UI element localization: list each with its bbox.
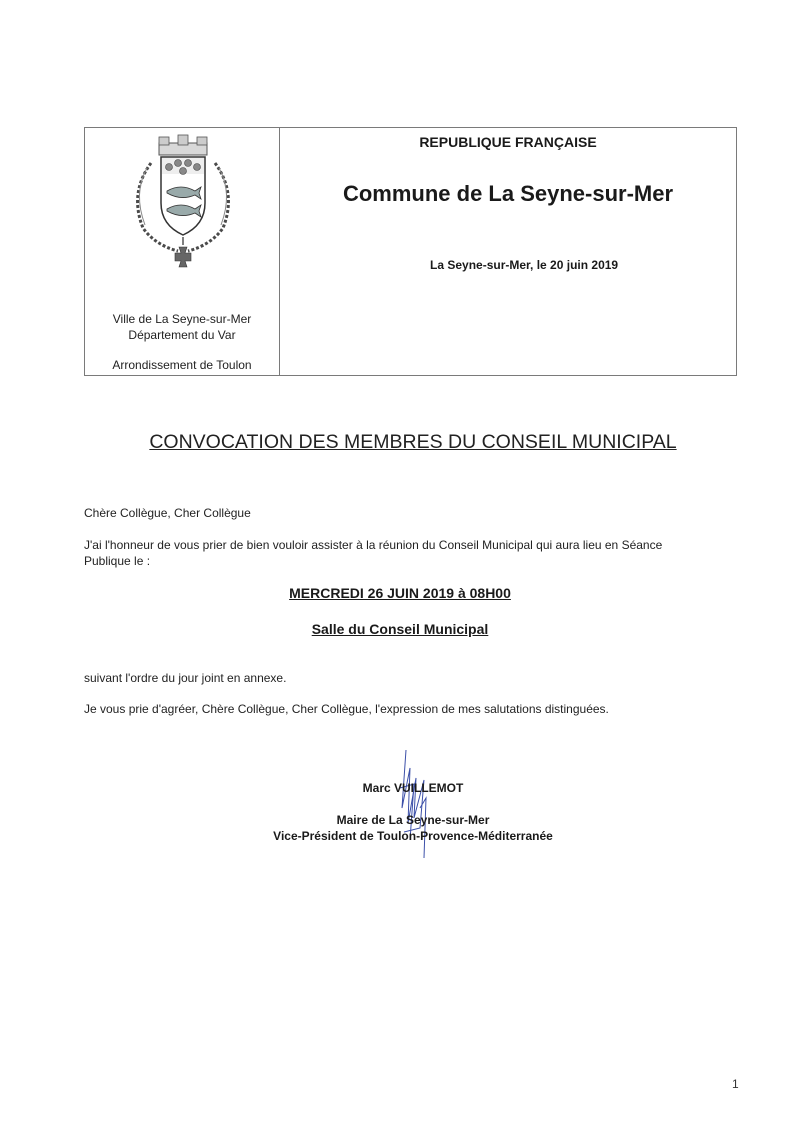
closing-sentence: Je vous prie d'agréer, Chère Collègue, Cher Collègue, l'expression de mes salutations distinguées. [84,702,609,716]
coat-of-arms-icon [123,133,243,273]
header-right-cell [280,128,736,375]
agenda-note: suivant l'ordre du jour joint en annexe. [84,671,287,685]
intro-line-1: J'ai l'honneur de vous prier de bien vouloir assister à la réunion du Conseil Municipal qui aura lieu en Séance [84,538,663,552]
page-number: 1 [732,1077,739,1091]
meeting-date: MERCREDI 26 JUIN 2019 à 08H00 [289,585,511,601]
meeting-place: Salle du Conseil Municipal [311,621,489,637]
header-left-cell [85,128,280,375]
signatory-name: Marc VUILLEMOT [362,781,464,795]
department-name: Département du Var [128,328,236,342]
document-title: CONVOCATION DES MEMBRES DU CONSEIL MUNICIPAL [149,431,677,453]
intro-line-2: Publique le : [84,554,151,568]
handwritten-signature-icon [380,748,450,868]
signatory-role-1: Maire de La Seyne-sur-Mer [336,813,490,827]
arrondissement-name: Arrondissement de Toulon [112,358,252,372]
document-date: La Seyne-sur-Mer, le 20 juin 2019 [430,258,619,272]
republique-heading: REPUBLIQUE FRANÇAISE [419,134,597,150]
greeting: Chère Collègue, Cher Collègue [84,506,251,520]
signatory-role-2: Vice-Président de Toulon-Provence-Méditerranée [273,829,553,843]
header-box [84,127,737,376]
city-name: Ville de La Seyne-sur-Mer [112,312,252,326]
commune-heading: Commune de La Seyne-sur-Mer [342,181,674,206]
